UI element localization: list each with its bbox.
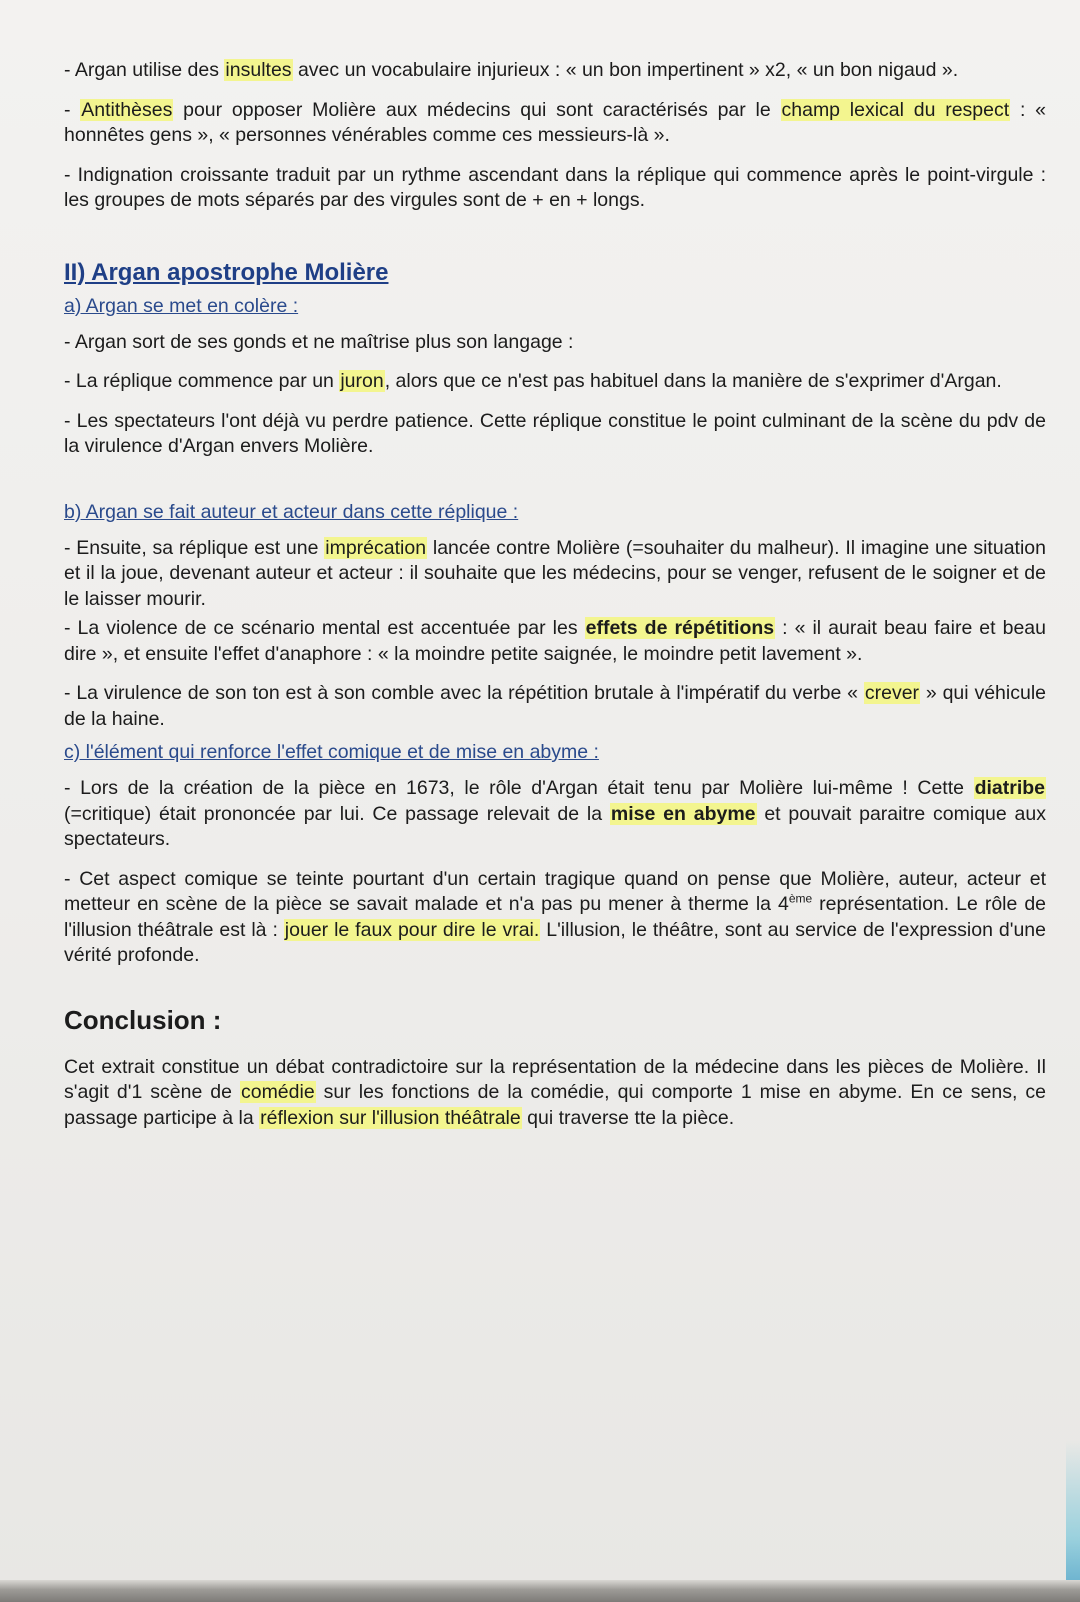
highlight-insultes: insultes bbox=[225, 59, 292, 81]
highlight-effets-repetitions: effets de répétitions bbox=[585, 617, 775, 639]
subheading-c: c) l'élément qui renforce l'effet comique et de mise en abyme : bbox=[64, 741, 599, 763]
paragraph-b2: - La violence de ce scénario mental est accentuée par les effets de répétitions : « il aurait beau faire et beau dire », et ensuite l'effet d'anaphore : « la moindre petite saignée, le moindre petit lavement ». bbox=[64, 617, 1046, 665]
paragraph-a3: - Les spectateurs l'ont déjà vu perdre patience. Cette réplique constitue le point culminant de la scène du pdv de la virulence d'Argan envers Molière. bbox=[64, 409, 1046, 457]
paragraph-a2: - La réplique commence par un juron, alors que ce n'est pas habituel dans la manière de s'exprimer d'Argan. bbox=[64, 370, 1002, 392]
superscript-eme: ème bbox=[788, 891, 813, 906]
paragraph-b3: - La virulence de son ton est à son comble avec la répétition brutale à l'impératif du verbe « crever » qui véhicule de la haine. bbox=[64, 682, 1046, 730]
highlight-champ-lexical: champ lexical du respect bbox=[781, 98, 1010, 121]
paragraph-c2: - Cet aspect comique se teinte pourtant d'un certain tragique quand on pense que Molière, auteur, acteur et metteur en scène de la pièce se savait malade et n'a pas pu mener à therme la 4ème représentation. Le rôle de l'illusion théâtrale est là : jouer le faux pour dire le vrai. L'illusion, le théâtre, sont au service de l'expression d'une vérité profonde. bbox=[64, 867, 1047, 966]
page-corner-shadow bbox=[1066, 1440, 1080, 1580]
conclusion-title: Conclusion : bbox=[64, 1004, 222, 1035]
paragraph-antitheses: - Antithèses pour opposer Molière aux médecins qui sont caractérisés par le champ lexical du respect : « honnêtes gens », « personnes vénérables comme ces messieurs-là ». bbox=[64, 98, 1046, 146]
highlight-reflexion: réflexion sur l'illusion théâtrale bbox=[260, 1106, 521, 1129]
paragraph-indignation: - Indignation croissante traduit par un rythme ascendant dans la réplique qui commence après le point-virgule : les groupes de mots séparés par des virgules sont de + en + longs. bbox=[64, 163, 1046, 211]
highlight-mise-en-abyme: mise en abyme bbox=[610, 802, 756, 825]
paragraph-c1: - Lors de la création de la pièce en 1673, le rôle d'Argan était tenu par Molière lui-même ! Cette diatribe (=critique) était prononcée par lui. Ce passage relevait de la mise en abyme et pouvait paraitre comique aux spectateurs. bbox=[64, 777, 1046, 850]
highlight-crever: crever bbox=[864, 682, 920, 704]
subheading-a: a) Argan se met en colère : bbox=[64, 294, 299, 317]
paragraph-conclusion: Cet extrait constitue un débat contradictoire sur la représentation de la médecine dans les pièces de Molière. Il s'agit d'1 scène de comédie sur les fonctions de la comédie, qui comporte 1 mise en abyme. En ce sens, ce passage participe à la réflexion sur l'illusion théâtrale qui traverse tte la pièce. bbox=[64, 1055, 1046, 1129]
highlight-juron: juron bbox=[340, 370, 384, 392]
paragraph-a1: - Argan sort de ses gonds et ne maîtrise plus son langage : bbox=[64, 330, 574, 353]
page-bottom-edge bbox=[0, 1580, 1080, 1602]
highlight-comedie: comédie bbox=[240, 1081, 315, 1103]
paragraph-b1: - Ensuite, sa réplique est une imprécation lancée contre Molière (=souhaiter du malheur). Il imagine une situation et il la joue, devenant auteur et acteur : il souhaite que les médecins, pour se venger, refusent de le soigner et de le laisser mourir. bbox=[64, 536, 1046, 610]
highlight-jouer-le-faux: jouer le faux pour dire le vrai. bbox=[284, 918, 540, 941]
section-title-argan-apostrophe: II) Argan apostrophe Molière bbox=[64, 258, 389, 286]
subheading-b: b) Argan se fait auteur et acteur dans cette réplique : bbox=[64, 500, 519, 523]
highlight-antitheses: Antithèses bbox=[81, 98, 173, 121]
highlight-imprecation: imprécation bbox=[325, 536, 427, 559]
highlight-diatribe: diatribe bbox=[974, 777, 1045, 799]
paragraph-insults: - Argan utilise des insultes avec un vocabulaire injurieux : « un bon impertinent » x2, « un bon nigaud ». bbox=[64, 59, 959, 81]
